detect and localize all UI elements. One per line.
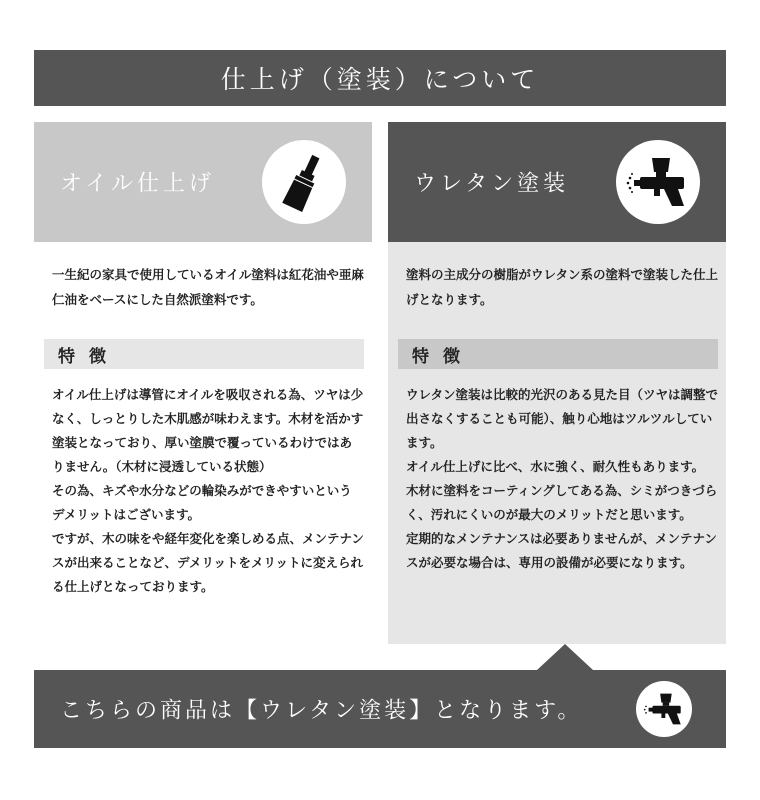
urethane-paragraph: 木材に塗料をコーティングしてある為、シミがつきづらく、汚れにくいのが最大のメリットだと思います。	[406, 483, 718, 522]
pointer-arrow	[537, 644, 593, 670]
urethane-intro-text: 塗料の主成分の樹脂がウレタン系の塗料で塗装した仕上げとなります。	[406, 267, 719, 307]
urethane-feature-text	[406, 383, 718, 575]
oil-intro-text: 一生紀の家具で使用しているオイル塗料は紅花油や亜麻仁油をベースにした自然派塗料です。	[52, 267, 364, 307]
urethane-paragraph: オイル仕上げに比べ、水に強く、耐久性もあります。	[406, 459, 705, 474]
urethane-finish-header	[388, 122, 726, 242]
footer-text: こちらの商品は【ウレタン塗装】となります。	[60, 698, 583, 724]
footer-banner	[34, 670, 726, 748]
oil-finish-header	[34, 122, 372, 242]
oil-paragraph: その為、キズや水分などの輪染みができやすいというデメリットはございます。	[52, 483, 352, 522]
brush-icon	[262, 140, 346, 224]
urethane-paragraph: ウレタン塗装は比較的光沢のある見た目（ツヤは調整で出さなくすることも可能）、触り心地はツルツルしています。	[406, 387, 719, 450]
urethane-feature-heading: 特徴	[398, 339, 718, 369]
urethane-finish-label: ウレタン塗装	[414, 171, 570, 197]
oil-feature-text	[52, 383, 364, 599]
oil-finish-label: オイル仕上げ	[60, 171, 215, 197]
oil-paragraph: オイル仕上げは導管にオイルを吸収される為、ツヤは少なく、しっとりした木肌感が味わえます。木材を活かす塗装となっており、厚い塗膜で覆っているわけではありません。（木材に浸透している状態）	[52, 387, 364, 474]
spray-gun-icon	[636, 681, 692, 737]
page-title: 仕上げ（塗装）について	[34, 50, 726, 106]
spray-gun-icon	[616, 140, 700, 224]
oil-paragraph: ですが、木の味をや経年変化を楽しめる点、メンテナンスが出来ることなど、デメリットをメリットに変えられる仕上げとなっております。	[52, 531, 364, 594]
oil-feature-heading: 特徴	[44, 339, 364, 369]
urethane-paragraph: 定期的なメンテナンスは必要ありませんが、メンテナンスが必要な場合は、専用の設備が必要になります。	[406, 531, 717, 570]
